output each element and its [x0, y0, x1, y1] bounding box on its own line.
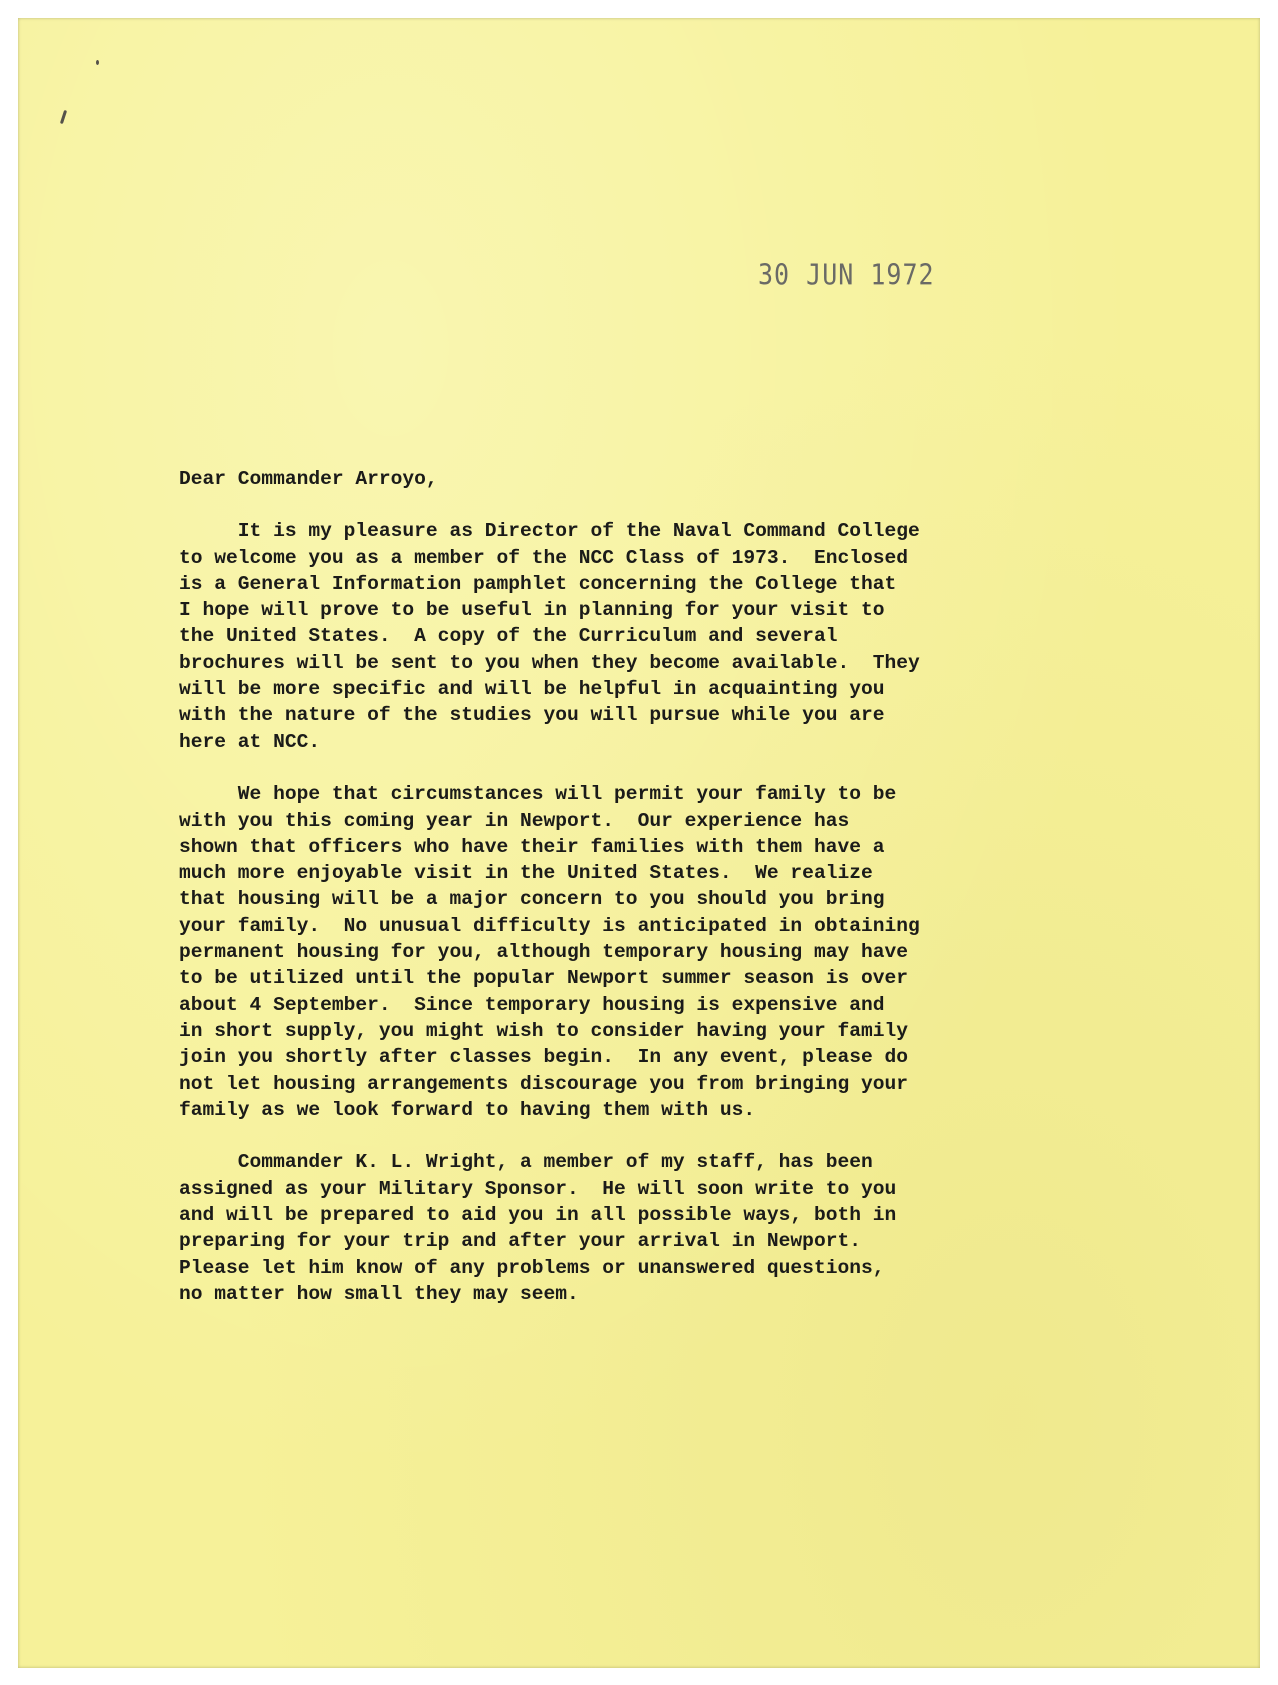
- text-line: brochures will be sent to you when they become available. They: [179, 651, 920, 674]
- text-line: to welcome you as a member of the NCC Class of 1973. Enclosed: [179, 546, 909, 569]
- text-line: much more enjoyable visit in the United States. We realize: [179, 862, 873, 885]
- text-line: not let housing arrangements discourage you from bringing your: [179, 1072, 909, 1095]
- text-line: I hope will prove to be useful in planning for your visit to: [179, 599, 885, 622]
- text-line: your family. No unusual difficulty is anticipated in obtaining: [179, 914, 920, 937]
- paragraph-welcome: [179, 518, 1039, 755]
- letter-page: [18, 18, 1260, 1668]
- text-line: here at NCC.: [179, 730, 321, 753]
- text-line: and will be prepared to aid you in all possible ways, both in: [179, 1204, 897, 1227]
- text-line: about 4 September. Since temporary housing is expensive and: [179, 993, 885, 1016]
- text-line: We hope that circumstances will permit your family to be: [179, 783, 897, 806]
- letter-body: [179, 466, 1039, 1334]
- text-line: no matter how small they may seem.: [179, 1282, 579, 1305]
- text-line: will be more specific and will be helpful in acquainting you: [179, 678, 885, 701]
- paragraph-sponsor: [179, 1149, 1039, 1307]
- text-line: to be utilized until the popular Newport summer season is over: [179, 967, 909, 990]
- text-line: with the nature of the studies you will pursue while you are: [179, 704, 885, 727]
- text-line: family as we look forward to having them with us.: [179, 1098, 756, 1121]
- paper-speck: [60, 110, 67, 124]
- text-line: that housing will be a major concern to you should you bring: [179, 888, 885, 911]
- text-line: the United States. A copy of the Curriculum and several: [179, 625, 838, 648]
- text-line: is a General Information pamphlet concerning the College that: [179, 572, 897, 595]
- date-stamp: 30 JUN 1972: [758, 258, 935, 292]
- text-line: in short supply, you might wish to consider having your family: [179, 1019, 909, 1042]
- text-line: assigned as your Military Sponsor. He will soon write to you: [179, 1177, 897, 1200]
- text-line: join you shortly after classes begin. In any event, please do: [179, 1046, 909, 1069]
- text-line: Please let him know of any problems or unanswered questions,: [179, 1256, 885, 1279]
- text-line: permanent housing for you, although temporary housing may have: [179, 941, 909, 964]
- paragraph-housing: [179, 781, 1039, 1123]
- text-line: Commander K. L. Wright, a member of my staff, has been: [179, 1151, 873, 1174]
- text-line: with you this coming year in Newport. Our experience has: [179, 809, 850, 832]
- text-line: It is my pleasure as Director of the Naval Command College: [179, 520, 920, 543]
- text-line: preparing for your trip and after your arrival in Newport.: [179, 1230, 861, 1253]
- text-line: shown that officers who have their families with them have a: [179, 835, 885, 858]
- paper-speck: [96, 60, 99, 65]
- salutation: Dear Commander Arroyo,: [179, 468, 438, 490]
